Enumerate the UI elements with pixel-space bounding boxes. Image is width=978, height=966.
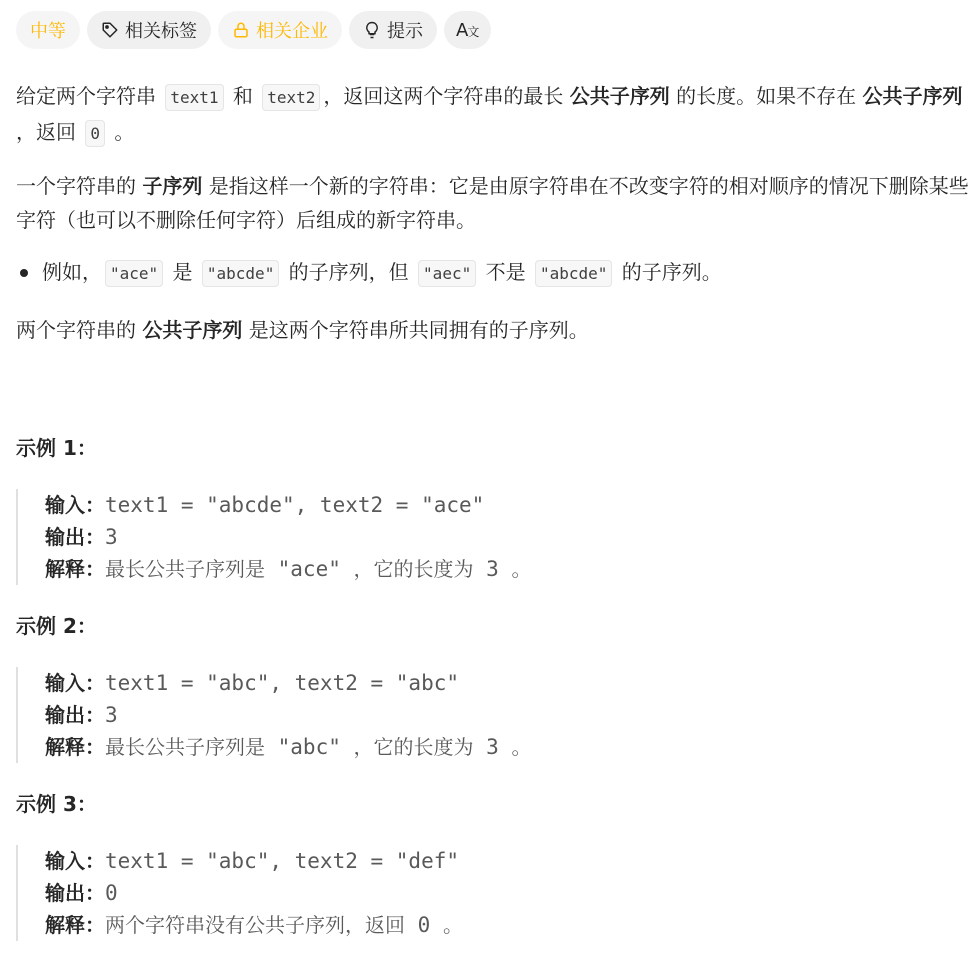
lightbulb-icon (363, 21, 381, 39)
example-block: 输入：text1 = "abcde", text2 = "ace" 输出：3 解释：最长公共子序列是 "ace" ，它的长度为 3 。 (16, 489, 978, 585)
example-title: 示例 2： (16, 614, 97, 638)
hint-label: 提示 (387, 21, 423, 42)
example-3 (16, 789, 978, 941)
example-1 (16, 433, 978, 585)
example-title: 示例 1： (16, 436, 97, 460)
tag-bar (16, 10, 978, 50)
related-companies-label: 相关企业 (256, 21, 328, 42)
list-item: 例如， "ace" 是 "abcde" 的子序列，但 "aec" 不是 "abcde" 的子序列。 (16, 255, 976, 291)
related-tags-label: 相关标签 (125, 21, 197, 42)
lock-icon (232, 21, 250, 39)
related-companies-button[interactable] (218, 11, 342, 49)
example-block: 输入：text1 = "abc", text2 = "abc" 输出：3 解释：最长公共子序列是 "abc" ，它的长度为 3 。 (16, 667, 978, 763)
inline-code-zero: 0 (85, 120, 105, 147)
description-paragraph-2: 一个字符串的 子序列 是指这样一个新的字符串：它是由原字符串在不改变字符的相对顺序的情况下删除某些字符（也可以不删除任何字符）后组成的新字符串。 (16, 174, 969, 232)
difficulty-label: 中等 (30, 21, 66, 42)
description-paragraph-3: 两个字符串的 公共子序列 是这两个字符串所共同拥有的子序列。 (16, 318, 589, 342)
example-block: 输入：text1 = "abc", text2 = "def" 输出：0 解释：两个字符串没有公共子序列，返回 0 。 (16, 845, 978, 941)
inline-code-text1: text1 (165, 84, 223, 111)
description-body (16, 79, 976, 347)
related-tags-button[interactable] (87, 11, 211, 49)
difficulty-badge (16, 11, 80, 49)
tag-icon (101, 21, 119, 39)
inline-code-text2: text2 (262, 84, 320, 111)
bullet-dot (20, 269, 28, 277)
example-title: 示例 3： (16, 792, 97, 816)
hint-button[interactable] (349, 11, 437, 49)
translate-button[interactable] (444, 11, 491, 49)
example-2 (16, 611, 978, 763)
problem-description (16, 10, 978, 941)
description-paragraph-1: 给定两个字符串 text1 和 text2 ，返回这两个字符串的最长 公共子序列 的长度。如果不存在 公共子序列 ，返回 0 。 (16, 79, 976, 151)
translate-icon: A 文 (456, 19, 480, 41)
